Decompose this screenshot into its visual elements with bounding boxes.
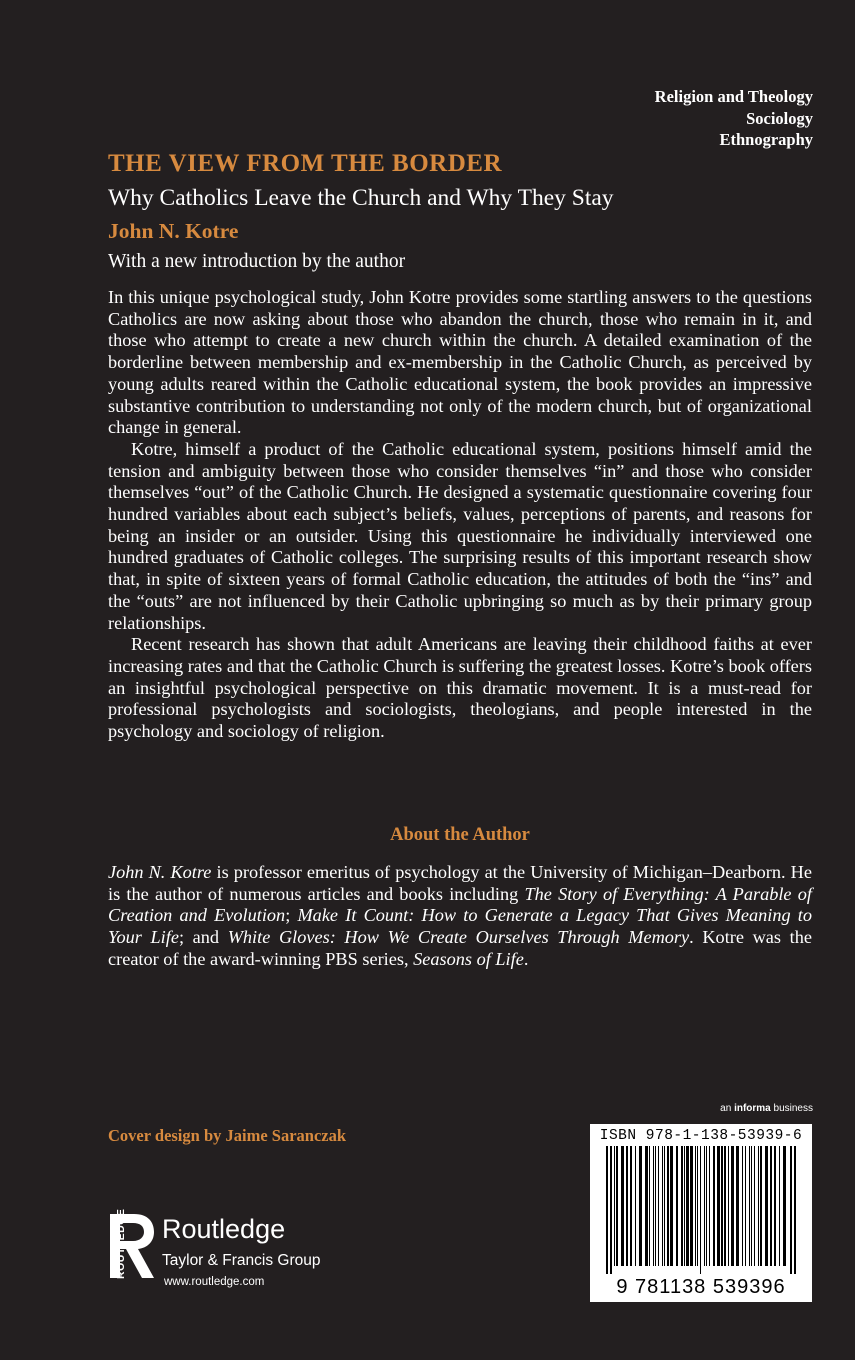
barcode-bar <box>621 1146 624 1266</box>
routledge-vertical-text: ROUTLEDGE <box>115 1208 127 1279</box>
book-ref: Seasons of Life <box>413 948 524 969</box>
barcode-bar <box>664 1146 665 1266</box>
barcode-bar <box>728 1146 729 1266</box>
publisher-url: www.routledge.com <box>164 1276 265 1288</box>
barcode-bar <box>645 1146 648 1266</box>
barcode-bar <box>713 1146 715 1266</box>
barcode-bar <box>742 1146 743 1266</box>
barcode-number: 9 781138 539396 <box>616 1276 786 1298</box>
publisher-name: Routledge <box>162 1214 286 1244</box>
about-author-heading: About the Author <box>390 825 530 845</box>
barcode-bar <box>709 1146 710 1266</box>
barcode-bar <box>754 1146 755 1266</box>
barcode-bar <box>704 1146 705 1266</box>
barcode-bar <box>630 1146 632 1266</box>
barcode-bar <box>658 1146 659 1266</box>
book-ref: White Gloves: How We Create Ourselves Through Memory <box>227 927 690 948</box>
barcode-bar <box>724 1146 726 1266</box>
routledge-logo <box>104 1208 364 1302</box>
barcode-bar <box>676 1146 678 1266</box>
barcode-bar <box>751 1146 752 1266</box>
barcode-bar <box>774 1146 776 1266</box>
barcode-bar <box>686 1146 689 1266</box>
isbn-barcode <box>590 1124 812 1302</box>
book-ref: Make It Count: How to Generate a Legacy That Gives Meaning to Your Life <box>108 905 813 948</box>
routledge-r-icon <box>104 1208 156 1282</box>
barcode-bar <box>667 1146 669 1266</box>
subject-religion: Religion and Theology <box>654 87 813 106</box>
barcode-bar <box>684 1146 685 1266</box>
subject-ethnography: Ethnography <box>719 130 813 149</box>
description-paragraph: Kotre, himself a product of the Catholic educational system, positions himself amid the tension and ambiguity between those who consider themselves “in” and those who consider themselves “out” of the Catholic Church. He designed a systematic questionnaire covering four hundred variables about each subject’s beliefs, values, perceptions of parents, and reasons for being an insider or an outsider. Using this questionnaire he individually interviewed one hundred graduates of Catholic colleges. The surprising results of this important research show that, in spite of sixteen years of formal Catholic education, the attitudes of both the “ins” and the “outs” are not influenced by their Catholic upbringing so much as by their primary group relationships. <box>108 438 812 633</box>
barcode-bar <box>670 1146 673 1266</box>
barcode-bar <box>649 1146 650 1266</box>
about-author-name: John N. Kotre <box>108 862 212 882</box>
barcode-bar <box>736 1146 739 1266</box>
barcode-bar <box>610 1146 612 1274</box>
barcode-bar <box>626 1146 628 1266</box>
barcode-bar <box>690 1146 693 1266</box>
barcode-bar <box>749 1146 750 1266</box>
subject-sociology: Sociology <box>746 108 813 128</box>
description-paragraph: Recent research has shown that adult Americans are leaving their childhood faiths at ever increasing rates and that the Catholic Church is suffering the greatest losses. Kotre’s book offers an insightful psychological perspective on this dramatic movement. It is a must-read for professional psychologists and sociologists, theologians, and people interested in the psychology and sociology of religion. <box>108 634 812 742</box>
barcode-bar <box>616 1146 618 1266</box>
book-subtitle: Why Catholics Leave the Church and Why They Stay <box>108 185 614 211</box>
barcode-bar <box>662 1146 663 1266</box>
description-paragraph: In this unique psychological study, John Kotre provides some startling answers to the questions Catholics are now asking about those who abandon the church, those who remain in it, and those who attempt to create a new church within the church. A detailed examination of the borderline between membership and ex-membership in the Catholic Church, as perceived by young adults reared within the Catholic educational system, the book provides an impressive substantive contribution to understanding not only of the modern church, but of organizational change in general. <box>108 287 812 438</box>
barcode-bar <box>758 1146 759 1266</box>
barcode-bar <box>706 1146 707 1266</box>
barcode-bar <box>614 1146 615 1266</box>
barcode-bar <box>653 1146 654 1266</box>
barcode-bar <box>790 1146 792 1274</box>
intro-note: With a new introduction by the author <box>108 251 406 272</box>
barcode-bar <box>717 1146 720 1266</box>
author-name: John N. Kotre <box>108 219 239 243</box>
subject-categories <box>655 86 813 151</box>
barcode-bar <box>681 1146 683 1266</box>
book-ref: The Story of Everything: A Parable of Creation and Evolution <box>108 883 812 926</box>
barcode-bar <box>695 1146 696 1266</box>
barcode-bar <box>765 1146 768 1266</box>
barcode-bar <box>745 1146 746 1266</box>
barcode-bars <box>604 1146 798 1278</box>
barcode-bar <box>606 1146 608 1274</box>
barcode-bar <box>700 1146 701 1274</box>
about-author-text: John N. Kotre is professor emeritus of psychology at the University of Michigan–Dearborn. He is the author of numerous articles and books including The Story of Everything: A Parable of Creation and Evolution; Make It Count: How to Generate a Legacy That Gives Meaning to Your Life; and White Gloves: How We Create Ourselves Through Memory. Kotre was the creator of the award-winning PBS series, Seasons of Life. <box>108 862 813 969</box>
publisher-group: Taylor & Francis Group <box>162 1252 321 1269</box>
cover-design-credit: Cover design by Jaime Saranczak <box>108 1126 347 1145</box>
barcode-bar <box>783 1146 786 1266</box>
book-description <box>108 287 812 743</box>
barcode-bar <box>770 1146 772 1266</box>
barcode-bar <box>697 1146 698 1266</box>
barcode-bar <box>794 1146 796 1274</box>
barcode-bar <box>760 1146 762 1266</box>
book-title: THE VIEW FROM THE BORDER <box>108 150 503 177</box>
barcode-bar <box>655 1146 656 1266</box>
barcode-bar <box>639 1146 642 1266</box>
informa-business-tag: an informa business <box>720 1103 813 1114</box>
barcode-bar <box>721 1146 723 1266</box>
isbn-label: ISBN 978-1-138-53939-6 <box>599 1128 803 1144</box>
barcode-bar <box>731 1146 734 1266</box>
barcode-bar <box>779 1146 780 1266</box>
barcode-bar <box>635 1146 636 1266</box>
